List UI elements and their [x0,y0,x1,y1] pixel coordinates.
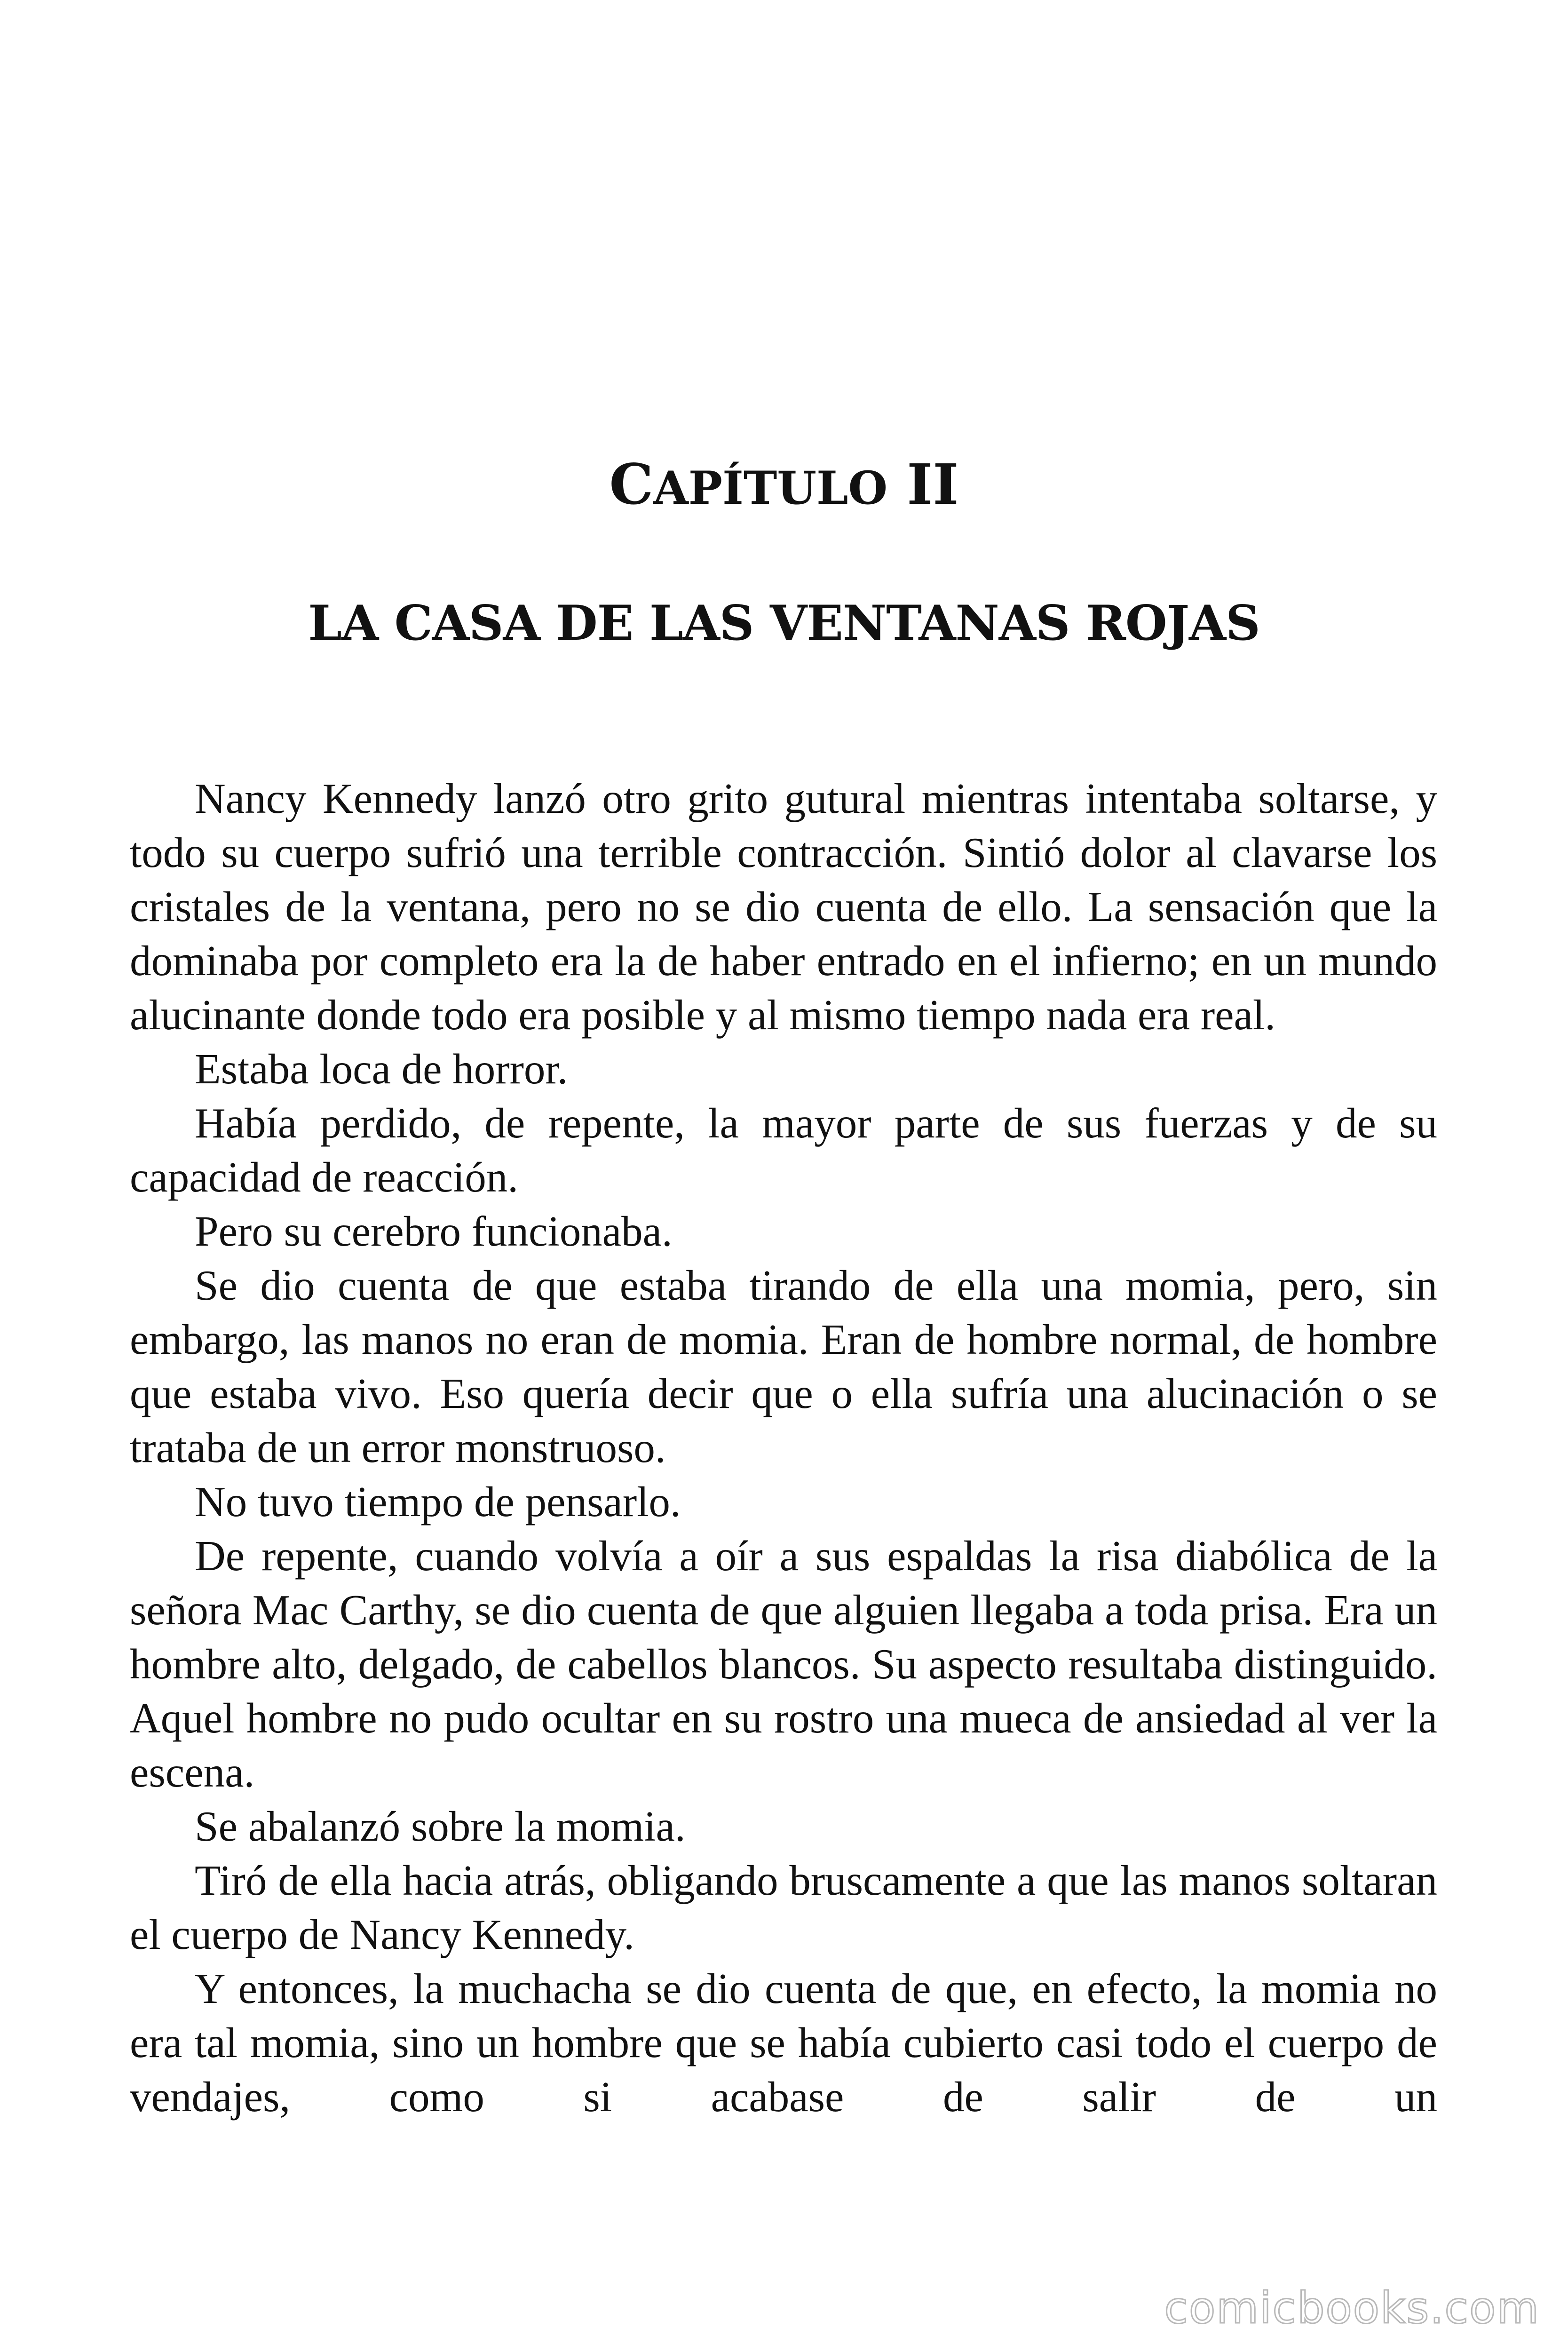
paragraph: Pero su cerebro funcionaba. [195,1208,673,1255]
watermark: comicbooks.com [1164,2283,1540,2333]
paragraph: Estaba loca de horror. [195,1045,568,1093]
chapter-body [130,771,1437,2124]
chapter-heading-initial: C [609,452,654,517]
paragraph: De repente, cuando volvía a oír a sus espaldas la risa diabólica de la señora Mac Carthy, se dio cuenta de que alguien llegaba a toda prisa. Era un hombre alto, delgado, de cabellos blancos. Su aspecto resultaba distinguido. Aquel hombre no pudo ocultar en su rostro una mueca de ansiedad al ver la escena. [130,1532,1437,1796]
chapter-heading-word: APÍTULO [653,461,888,515]
chapter-title: LA CASA DE LAS VENTANAS ROJAS [308,595,1260,652]
paragraph: Había perdido, de repente, la mayor parte de sus fuerzas y de su capacidad de reacción. [130,1099,1437,1201]
paragraph: No tuvo tiempo de pensarlo. [195,1478,681,1526]
paragraph: Se dio cuenta de que estaba tirando de ella una momia, pero, sin embargo, las manos no eran de momia. Eran de hombre normal, de hombre que estaba vivo. Eso quería decir que o ella sufría una alucinación o se trataba de un error monstruoso. [130,1262,1437,1471]
chapter-heading-number: II [907,452,959,517]
chapter-heading [0,452,1568,521]
paragraph: Nancy Kennedy lanzó otro grito gutural mientras intentaba soltarse, y todo su cuerpo sufrió una terrible contracción. Sintió dolor al clavarse los cristales de la ventana, pero no se dio cuenta de ello. La sensación que la dominaba por completo era la de haber entrado en el infierno; en un mundo alucinante donde todo era posible y al mismo tiempo nada era real. [130,775,1437,1039]
paragraph: Se abalanzó sobre la momia. [195,1803,686,1850]
paragraph-continued: Y entonces, la muchacha se dio cuenta de que, en efecto, la momia no era tal momia, sino un hombre que se había cubierto casi todo el cuerpo de vendajes, como si acabase de salir de un [130,1965,1437,2121]
paragraph: Tiró de ella hacia atrás, obligando bruscamente a que las manos soltaran el cuerpo de Nancy Kennedy. [130,1857,1437,1958]
